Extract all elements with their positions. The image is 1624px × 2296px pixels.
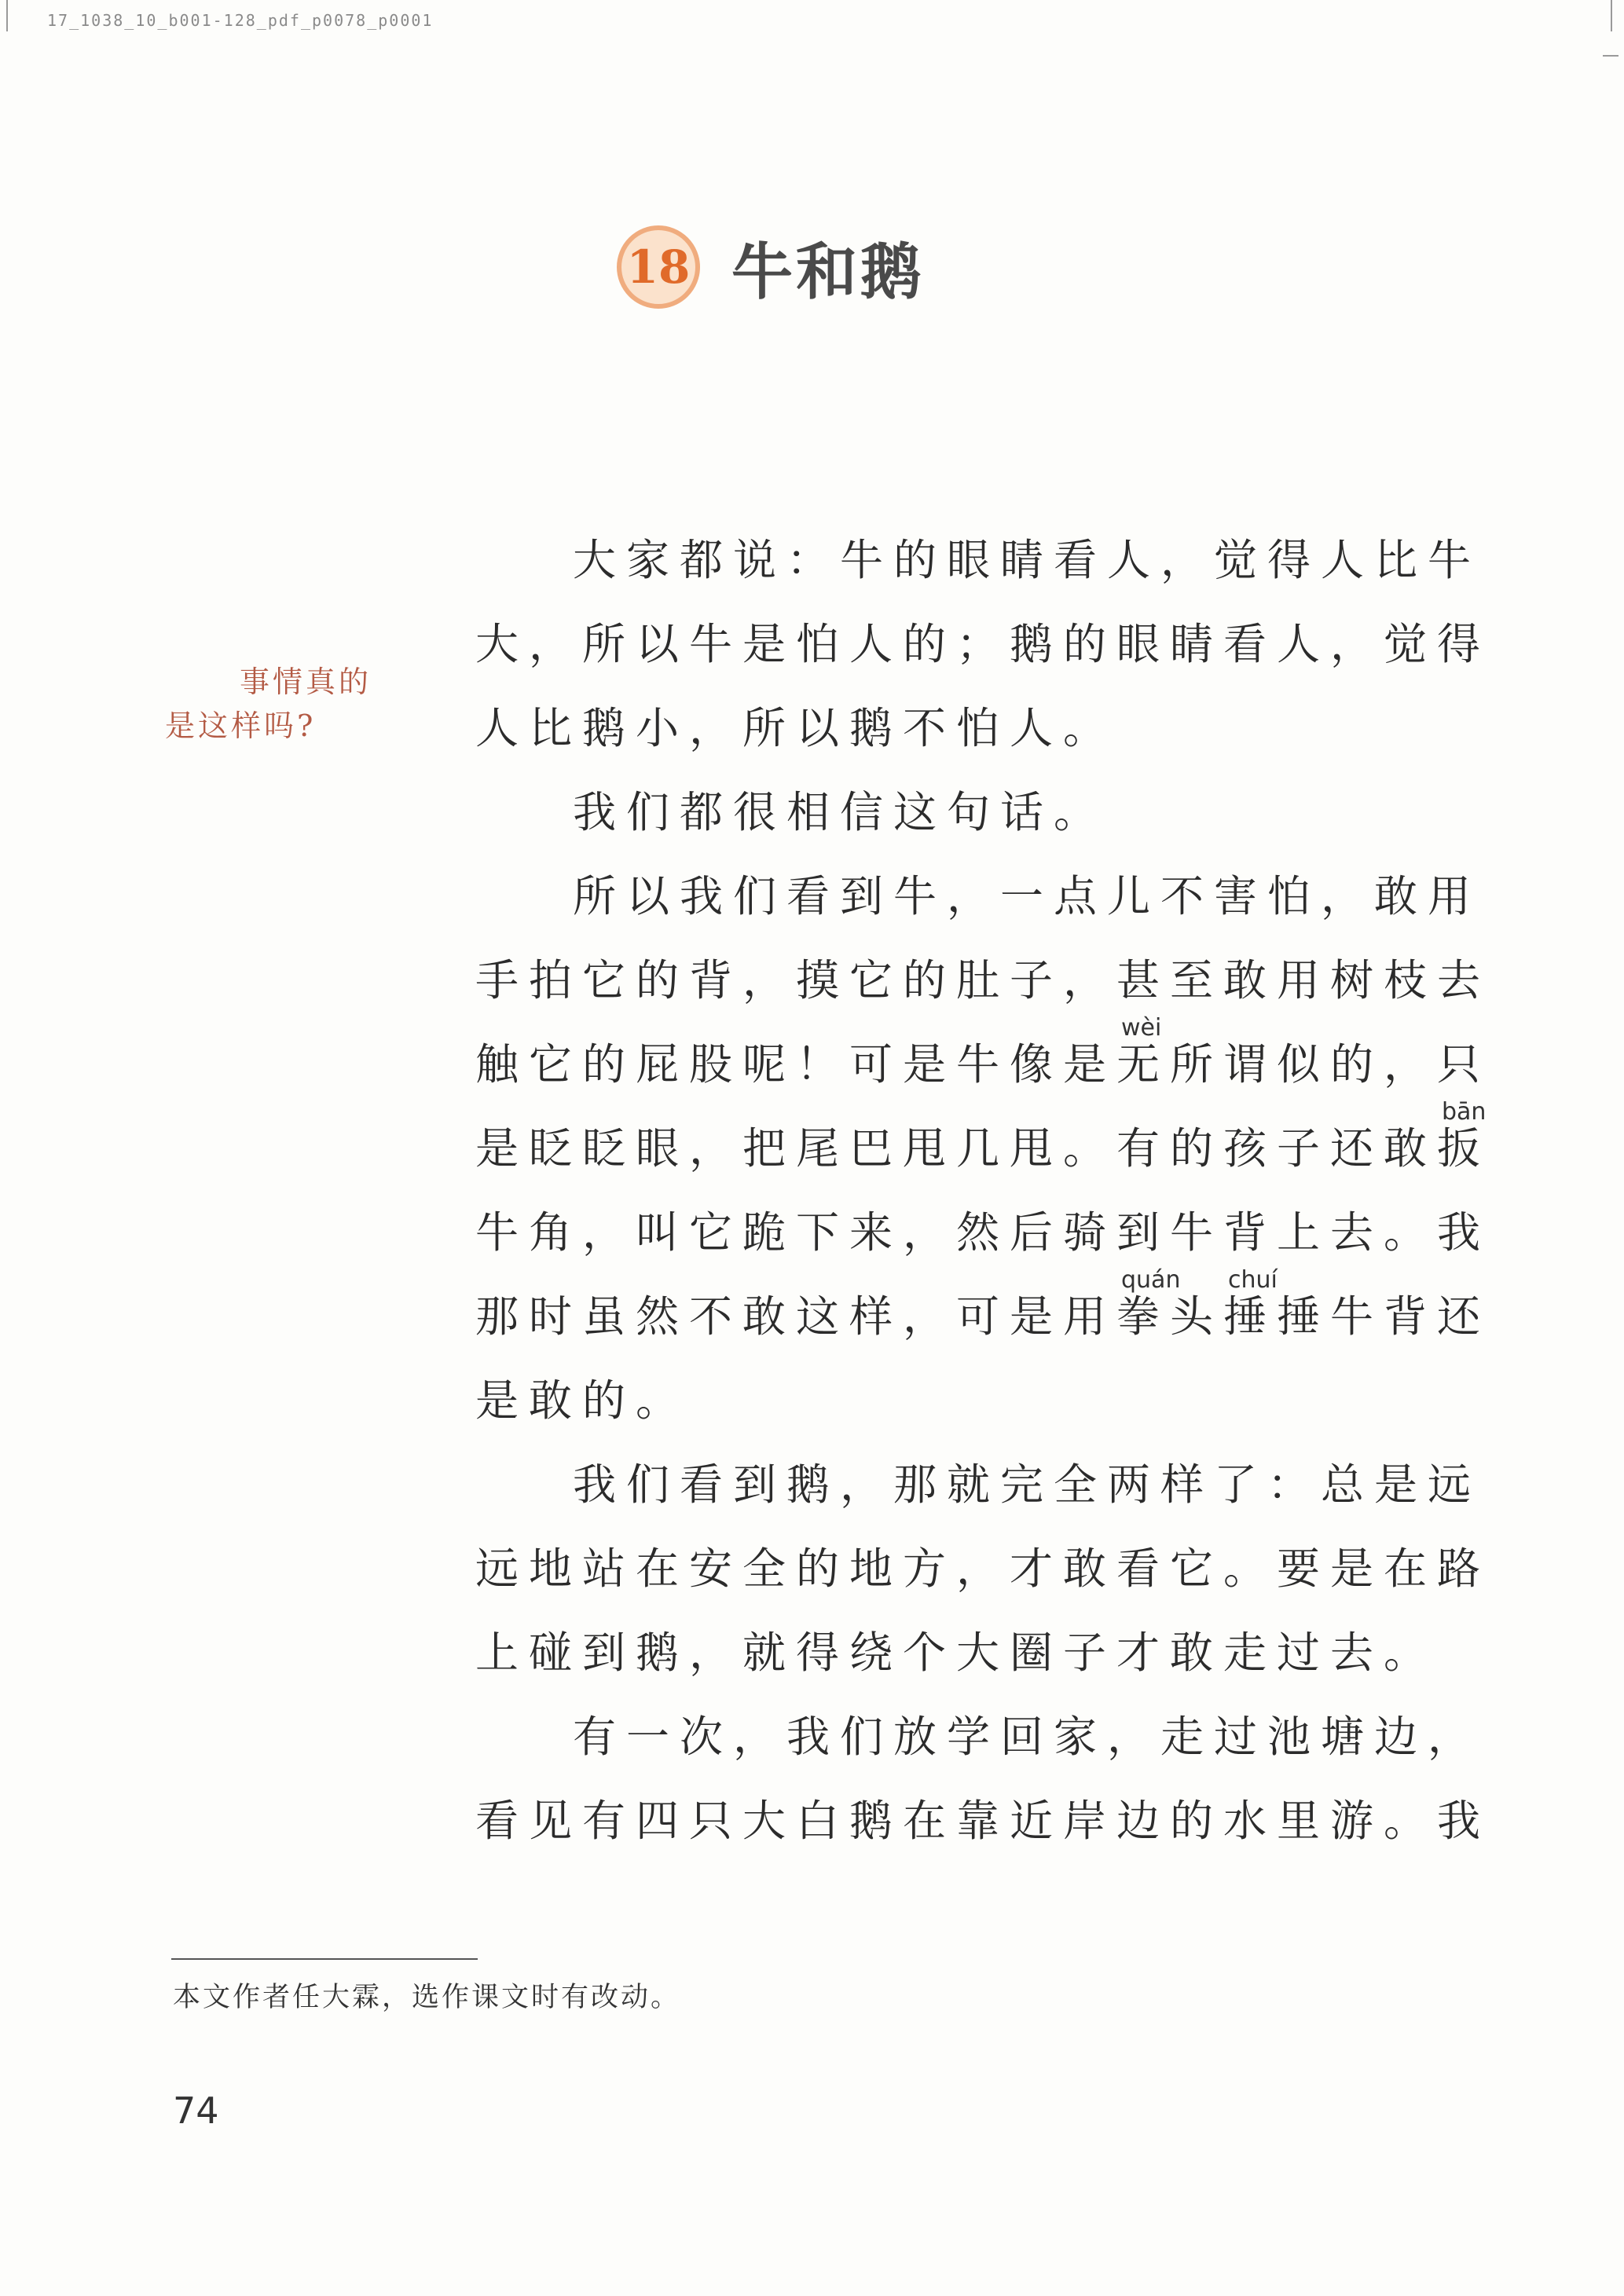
page-number: 74 <box>173 2089 219 2132</box>
body-line <box>475 1611 1438 1695</box>
pinyin-annotation: quán <box>1121 1266 1181 1294</box>
body-line <box>475 1191 1491 1275</box>
lesson-title-text: 牛和鹅 <box>731 237 926 308</box>
body-line <box>475 939 1491 1023</box>
body-line <box>475 1098 1491 1191</box>
pinyin-annotation: bān <box>1442 1098 1487 1126</box>
body-line-text: 人比鹅小，所以鹅不怕人。 <box>475 703 1117 753</box>
body-line <box>475 518 1482 602</box>
lesson-number-badge <box>617 225 700 309</box>
body-line-text: 有一次，我们放学回家，走过池塘边， <box>573 1712 1482 1762</box>
pinyin-annotation: chuí <box>1228 1266 1278 1294</box>
body-line-text: 上碰到鹅，就得绕个大圈子才敢走过去。 <box>475 1628 1438 1678</box>
body-line-text: 大，所以牛是怕人的；鹅的眼睛看人，觉得 <box>475 619 1491 669</box>
body-line <box>475 602 1491 687</box>
body-line-text: 所以我们看到牛，一点儿不害怕，敢用 <box>573 871 1482 921</box>
body-line-text: 大家都说：牛的眼睛看人，觉得人比牛 <box>573 535 1482 585</box>
lesson-title <box>617 220 925 314</box>
body-line-text: 我们都很相信这句话。 <box>573 787 1108 837</box>
body-line <box>475 1014 1491 1107</box>
body-line-text: 手拍它的背，摸它的肚子，甚至敢用树枝去 <box>475 955 1491 1005</box>
body-line <box>475 1359 1387 1443</box>
body-line <box>475 1266 1491 1359</box>
side-note <box>165 660 401 748</box>
side-note-line-1: 事情真的 <box>240 665 372 699</box>
body-line-text: 我们看到鹅，那就完全两样了：总是远 <box>573 1459 1482 1510</box>
body-line-text: 是敢的。 <box>475 1375 690 1426</box>
body-line <box>475 1527 1491 1611</box>
body-line-text: 那时虽然不敢这样，可是用拳头捶捶牛背还 <box>475 1291 1491 1342</box>
body-line <box>475 687 1387 771</box>
body-line <box>475 1779 1491 1863</box>
footnote: 本文作者任大霖，选作课文时有改动。 <box>173 1982 681 2013</box>
crop-mark-right-tick <box>1603 55 1619 57</box>
crop-mark-top-right <box>1611 0 1612 31</box>
body-line-text: 牛角，叫它跪下来，然后骑到牛背上去。我 <box>475 1207 1491 1258</box>
body-line <box>475 771 1387 855</box>
body-line <box>475 1695 1482 1779</box>
pinyin-annotation: wèi <box>1121 1014 1162 1042</box>
lesson-number: 18 <box>626 240 691 294</box>
footnote-rule <box>171 1958 478 1960</box>
crop-mark-top-left <box>6 0 8 31</box>
body-line-text: 看见有四只大白鹅在靠近岸边的水里游。我 <box>475 1796 1491 1846</box>
body-line-text: 触它的屁股呢！可是牛像是无所谓似的，只 <box>475 1039 1491 1089</box>
body-line-text: 远地站在安全的地方，才敢看它。要是在路 <box>475 1543 1491 1594</box>
body-line <box>475 1443 1482 1527</box>
scan-header: 17_1038_10_b001-128_pdf_p0078_p0001 <box>47 11 434 30</box>
side-note-line-2: 是这样吗? <box>165 709 317 743</box>
body-line <box>475 855 1482 939</box>
body-line-text: 是眨眨眼，把尾巴甩几甩。有的孩子还敢扳 <box>475 1123 1491 1174</box>
body-text <box>475 518 1491 1863</box>
